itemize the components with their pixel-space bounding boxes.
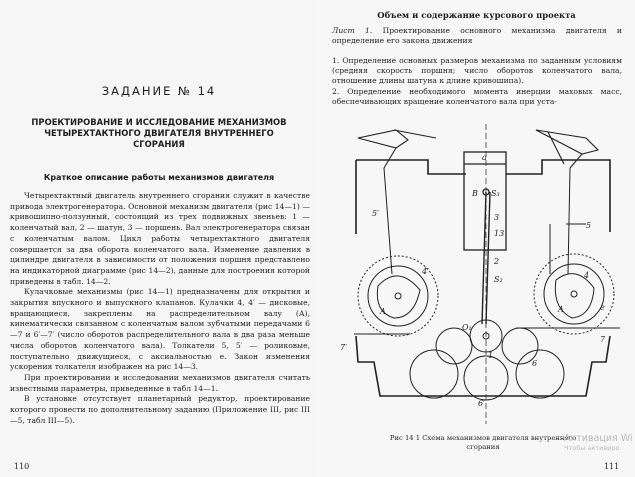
section-title: Объем и содержание курсового проекта bbox=[377, 10, 576, 20]
label-7p: 7′ bbox=[340, 343, 347, 352]
sheet-items bbox=[332, 56, 622, 107]
mechanism-diagram bbox=[336, 124, 626, 424]
label-4p: 4′ bbox=[422, 267, 429, 276]
label-1: 1 bbox=[488, 351, 494, 360]
item-2: 2. Определение необходимого момента инерции маховых масс, обеспечивающих вращение коленчатого вала при уста- bbox=[332, 86, 622, 106]
sheet-heading bbox=[332, 26, 622, 46]
page-number-left: 110 bbox=[14, 462, 30, 471]
paragraph-4: В установке отсутствует планетарный редуктор, проектирование которого провести по дополнительному заданию (Приложение III, рис III—5, табл III—5). bbox=[10, 394, 310, 425]
figure-caption-line-2: сгорания bbox=[466, 443, 500, 451]
connecting-rod bbox=[482, 192, 490, 324]
label-a: a bbox=[482, 153, 487, 162]
page-number-right: 111 bbox=[604, 462, 620, 471]
label-6p: 6′ bbox=[478, 399, 485, 408]
label-A-left: A bbox=[380, 307, 386, 316]
label-5p: 5′ bbox=[372, 209, 379, 218]
label-B: B bbox=[472, 189, 478, 198]
heading-line-2: ЧЕТЫРЕХТАКТНОГО ДВИГАТЕЛЯ ВНУТРЕННЕГО bbox=[44, 128, 274, 138]
main-heading bbox=[0, 117, 318, 150]
label-S2: S₂ bbox=[494, 275, 503, 284]
label-4: 4 bbox=[584, 271, 590, 280]
label-e: e bbox=[600, 303, 605, 312]
paragraph-1: Четырехтактный двигатель внутреннего сгорания служит в качестве привода электрогенератора. Основной механизм двигателя (рис 14—1) — кривошипно-ползунный, состоящий из трех подвижных звеньев: 1 — коленчатый вал, 2 — шатун, 3 — поршень. Вал электрогенератора связан с коленчатым валом. Цикл работы четырехтактного двигателя совершается за два оборота коленчатого вала. Изменение давления в цилиндре двигателя в зависимости от положения поршня представлено на индикаторной диаграмме (рис 14—2), данные для построения которой приведены в табл. 14—2. bbox=[10, 191, 310, 286]
paragraph-2: Кулачковые механизмы (рис 14—1) предназначены для открытия и закрытия впускного и выпускного клапанов. Кулачки 4, 4′ — дисковые, вращающиеся, закреплены на распределительном валу (А), кинематически связанном с коленчатым валом зубчатыми передачами 6—7 и 6′—7′ (число оборотов распределительного вала в два раза меньше числа оборотов коленчатого вала). Толкатели 5, 5′ — роликовые, поступательно движущиеся, с аксиальностью е. Закон изменения ускорения толкателя изображен на рис 14—3. bbox=[10, 287, 310, 372]
watermark-title: Активация Wi bbox=[564, 433, 633, 444]
label-A-right: A bbox=[558, 305, 564, 314]
label-6: 6 bbox=[532, 359, 538, 368]
label-3: 3 bbox=[494, 213, 500, 222]
subheading: Краткое описание работы механизмов двигателя bbox=[43, 173, 275, 182]
figure-caption-line-1: Рис 14 1 Схема механизмов двигателя внутреннего bbox=[389, 434, 577, 442]
sheet-label: Лист 1. bbox=[332, 26, 373, 35]
valve-linkage bbox=[358, 130, 598, 168]
watermark-sub: Чтобы активиро bbox=[564, 444, 620, 452]
label-S3: S₃ bbox=[491, 189, 500, 198]
body-text bbox=[10, 191, 310, 426]
cylinder bbox=[464, 124, 506, 424]
right-page bbox=[318, 0, 635, 477]
label-2: 2 bbox=[494, 257, 500, 266]
activation-watermark bbox=[564, 433, 633, 452]
label-O1: O₁ bbox=[462, 323, 472, 332]
paragraph-3: При проектировании и исследовании механизмов двигателя считать известными параметры, приведенные в табл 14—1. bbox=[10, 372, 310, 393]
item-1: 1. Определение основных размеров механизма по заданным условиям (средняя скорость поршня; число оборотов коленчатого вала, отношение длины шатуна к длине кривошипа). bbox=[332, 56, 622, 86]
label-5: 5 bbox=[586, 221, 592, 230]
sheet-title: Проектирование основного механизма двигателя и определение его закона движения bbox=[332, 26, 622, 46]
label-7: 7 bbox=[600, 335, 606, 344]
heading-line-1: ПРОЕКТИРОВАНИЕ И ИССЛЕДОВАНИЕ МЕХАНИЗМОВ bbox=[31, 117, 287, 127]
heading-line-3: СГОРАНИЯ bbox=[133, 139, 185, 149]
task-title: ЗАДАНИЕ № 14 bbox=[101, 84, 217, 98]
label-13: 13 bbox=[494, 229, 505, 238]
figure-labels bbox=[340, 153, 606, 408]
